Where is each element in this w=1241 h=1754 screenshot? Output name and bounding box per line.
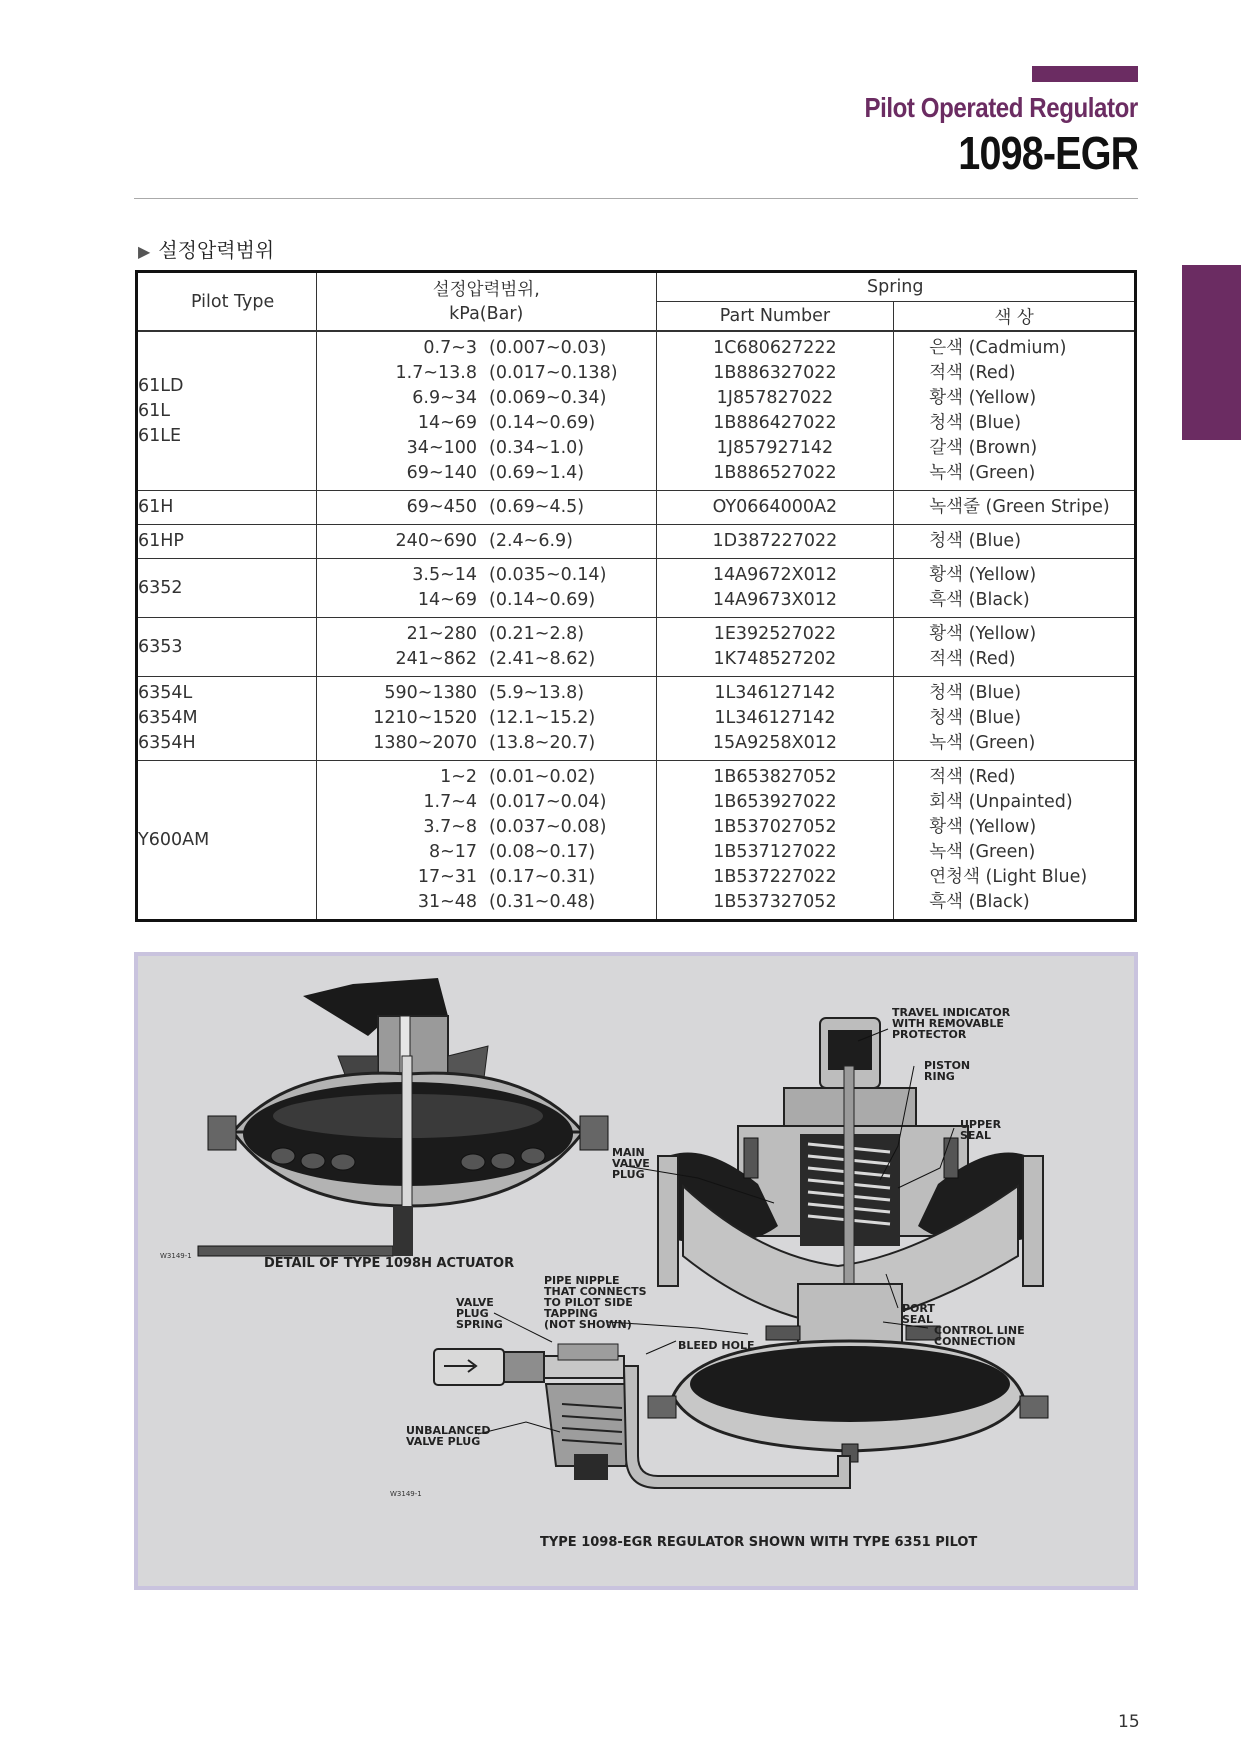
- range-kpa: 14~69: [417, 590, 478, 610]
- header-part-number: Part Number: [656, 302, 894, 332]
- part-number-value: 1J857827022: [716, 388, 834, 408]
- actuator-detail-drawing: [198, 978, 608, 1256]
- cell-pilot-type: [137, 677, 317, 761]
- cell-part-number: [656, 559, 894, 618]
- range-bar: (0.21~2.8): [489, 624, 585, 644]
- cell-pilot-type: [137, 618, 317, 677]
- color-value: 적색 (Red): [929, 363, 1016, 383]
- pilot-drawing-code: W3149-1: [390, 1490, 422, 1498]
- part-number-value: 14A9672X012: [712, 565, 837, 585]
- range-bar: (0.69~1.4): [489, 463, 585, 483]
- range-line: [317, 706, 656, 731]
- part-number-value: 14A9673X012: [712, 590, 837, 610]
- section-heading: [138, 234, 274, 263]
- color-value: 녹색 (Green): [929, 463, 1036, 483]
- header-range-line1: 설정압력범위,: [432, 279, 540, 300]
- range-bar: (5.9~13.8): [489, 683, 585, 703]
- color-value: 흑색 (Black): [929, 590, 1030, 610]
- header-range-line2: kPa(Bar): [449, 303, 524, 324]
- cell-pilot-type: [137, 331, 317, 491]
- range-line: [317, 563, 656, 588]
- header-accent-bar: [1032, 66, 1138, 82]
- range-kpa: 17~31: [417, 867, 478, 887]
- range-kpa: 6.9~34: [412, 388, 478, 408]
- triangle-bullet-icon: ▶: [138, 242, 151, 261]
- header-range: [317, 272, 657, 332]
- cell-color: [894, 559, 1136, 618]
- cell-pilot-type: [137, 491, 317, 525]
- color-value: 흑색 (Black): [929, 892, 1030, 912]
- label-valve-plug-spring: VALVE PLUG SPRING: [456, 1296, 503, 1331]
- label-pipe-nipple: PIPE NIPPLE THAT CONNECTS TO PILOT SIDE TAPPING (NOT SHOWN): [544, 1274, 647, 1331]
- header-pilot-type: Pilot Type: [137, 272, 317, 332]
- range-line: [317, 765, 656, 790]
- range-kpa: 31~48: [417, 892, 478, 912]
- part-number-value: 1B537327052: [713, 892, 837, 912]
- cell-pilot-type: [137, 559, 317, 618]
- regulator-drawing: [138, 956, 1134, 1586]
- part-number-value: 1B886527022: [713, 463, 837, 483]
- label-upper-seal: UPPER SEAL: [960, 1118, 1002, 1142]
- range-line: [317, 529, 656, 554]
- cell-color: [894, 761, 1136, 921]
- range-bar: (0.14~0.69): [489, 413, 596, 433]
- pilot-type-value: 61HP: [138, 531, 184, 551]
- cell-range: [317, 525, 657, 559]
- range-bar: (0.017~0.04): [489, 792, 607, 812]
- cell-range: [317, 559, 657, 618]
- actuator-caption: DETAIL OF TYPE 1098H ACTUATOR: [264, 1256, 515, 1271]
- range-kpa: 14~69: [417, 413, 478, 433]
- range-bar: (0.01~0.02): [489, 767, 596, 787]
- page-subtitle: Pilot Operated Regulator: [864, 92, 1138, 123]
- part-number-value: 1B537027052: [713, 817, 837, 837]
- pilot-type-value: 6354H: [138, 733, 196, 753]
- range-line: [317, 495, 656, 520]
- part-number-value: 1B537227022: [713, 867, 837, 887]
- color-value: 회색 (Unpainted): [929, 792, 1073, 812]
- color-value: 적색 (Red): [929, 767, 1016, 787]
- part-number-value: 1J857927142: [716, 438, 834, 458]
- range-line: [317, 436, 656, 461]
- range-kpa: 240~690: [395, 531, 478, 551]
- cell-part-number: [656, 761, 894, 921]
- header-divider: [134, 198, 1138, 199]
- page-number: 15: [1118, 1712, 1140, 1732]
- range-bar: (0.007~0.03): [489, 338, 607, 358]
- part-number-value: OY0664000A2: [712, 497, 838, 517]
- table-row: [137, 525, 1136, 559]
- pilot-type-value: 61LD: [138, 375, 184, 396]
- pilot-type-value: Y600AM: [138, 829, 210, 850]
- range-bar: (12.1~15.2): [489, 708, 596, 728]
- cell-color: [894, 618, 1136, 677]
- main-regulator-drawing: [648, 1018, 1048, 1462]
- part-number-value: 1E392527022: [713, 624, 837, 644]
- range-bar: (0.69~4.5): [489, 497, 585, 517]
- color-value: 녹색 (Green): [929, 842, 1036, 862]
- range-line: [317, 336, 656, 361]
- range-bar: (0.037~0.08): [489, 817, 607, 837]
- table-row: [137, 331, 1136, 491]
- table-row: [137, 677, 1136, 761]
- part-number-value: 1B537127022: [713, 842, 837, 862]
- range-line: [317, 790, 656, 815]
- part-number-value: 1L346127142: [714, 683, 836, 703]
- cell-range: [317, 677, 657, 761]
- range-kpa: 0.7~3: [423, 338, 478, 358]
- label-travel-indicator: TRAVEL INDICATOR WITH REMOVABLE PROTECTOR: [892, 1006, 1011, 1041]
- color-value: 황색 (Yellow): [929, 624, 1037, 644]
- range-line: [317, 386, 656, 411]
- range-line: [317, 411, 656, 436]
- range-line: [317, 647, 656, 672]
- part-number-value: 1B886327022: [713, 363, 837, 383]
- color-value: 청색 (Blue): [929, 683, 1022, 703]
- cell-part-number: [656, 491, 894, 525]
- range-bar: (0.035~0.14): [489, 565, 607, 585]
- part-number-value: 1B886427022: [713, 413, 837, 433]
- range-bar: (2.4~6.9): [489, 531, 573, 551]
- part-number-value: 1B653827052: [713, 767, 837, 787]
- pilot-type-value: 6352: [138, 577, 183, 598]
- color-value: 청색 (Blue): [929, 413, 1022, 433]
- table-row: [137, 559, 1136, 618]
- cell-pilot-type: [137, 761, 317, 921]
- range-kpa: 3.5~14: [412, 565, 478, 585]
- color-value: 황색 (Yellow): [929, 565, 1037, 585]
- color-value: 청색 (Blue): [929, 708, 1022, 728]
- range-line: [317, 461, 656, 486]
- range-bar: (0.17~0.31): [489, 867, 596, 887]
- label-unbalanced-plug: UNBALANCED VALVE PLUG: [406, 1424, 491, 1448]
- pilot-type-value: 61L: [138, 400, 171, 421]
- part-number-value: 1C680627222: [713, 338, 837, 358]
- side-section-tab: [1182, 265, 1241, 440]
- range-kpa: 241~862: [395, 649, 478, 669]
- range-bar: (2.41~8.62): [489, 649, 596, 669]
- main-caption: TYPE 1098-EGR REGULATOR SHOWN WITH TYPE 6351 PILOT: [540, 1535, 978, 1550]
- color-value: 청색 (Blue): [929, 531, 1022, 551]
- range-kpa: 69~450: [406, 497, 478, 517]
- part-number-value: 1D387227022: [712, 531, 838, 551]
- color-value: 은색 (Cadmium): [929, 338, 1067, 358]
- pilot-type-value: 6353: [138, 636, 183, 657]
- actuator-drawing-code: W3149-1: [160, 1252, 192, 1260]
- part-number-value: 1K748527202: [713, 649, 837, 669]
- label-main-valve-plug: MAIN VALVE PLUG: [612, 1146, 650, 1181]
- part-number-value: 1B653927022: [713, 792, 837, 812]
- range-bar: (0.34~1.0): [489, 438, 585, 458]
- color-value: 녹색줄 (Green Stripe): [929, 497, 1110, 517]
- range-kpa: 1~2: [440, 767, 478, 787]
- pilot-type-value: 6354M: [138, 708, 198, 728]
- range-bar: (0.069~0.34): [489, 388, 607, 408]
- cell-color: [894, 525, 1136, 559]
- cell-range: [317, 491, 657, 525]
- table-row: [137, 491, 1136, 525]
- range-bar: (0.08~0.17): [489, 842, 596, 862]
- color-value: 녹색 (Green): [929, 733, 1036, 753]
- header-spring: Spring: [656, 272, 1135, 302]
- range-kpa: 590~1380: [384, 683, 478, 703]
- range-bar: (13.8~20.7): [489, 733, 596, 753]
- range-bar: (0.31~0.48): [489, 892, 596, 912]
- header-color: 색 상: [894, 302, 1136, 332]
- range-kpa: 21~280: [406, 624, 478, 644]
- range-line: [317, 622, 656, 647]
- cell-range: [317, 618, 657, 677]
- range-kpa: 1210~1520: [373, 708, 478, 728]
- label-port-seal: PORT SEAL: [902, 1302, 935, 1326]
- color-value: 연청색 (Light Blue): [929, 867, 1088, 887]
- range-line: [317, 361, 656, 386]
- range-kpa: 3.7~8: [423, 817, 478, 837]
- color-value: 갈색 (Brown): [929, 438, 1038, 458]
- range-kpa: 69~140: [406, 463, 478, 483]
- cell-color: [894, 677, 1136, 761]
- range-line: [317, 865, 656, 890]
- cell-range: [317, 761, 657, 921]
- range-line: [317, 890, 656, 915]
- part-number-value: 1L346127142: [714, 708, 836, 728]
- cell-color: [894, 491, 1136, 525]
- range-line: [317, 815, 656, 840]
- range-kpa: 8~17: [428, 842, 478, 862]
- regulator-diagram: [134, 952, 1138, 1590]
- label-piston-ring: PISTON RING: [924, 1059, 971, 1083]
- spring-range-table: [135, 270, 1137, 922]
- range-bar: (0.14~0.69): [489, 590, 596, 610]
- table-row: [137, 761, 1136, 921]
- range-bar: (0.017~0.138): [489, 363, 618, 383]
- pilot-type-value: 61H: [138, 497, 174, 517]
- pilot-type-value: 6354L: [138, 683, 193, 703]
- range-line: [317, 840, 656, 865]
- range-kpa: 1380~2070: [373, 733, 478, 753]
- color-value: 황색 (Yellow): [929, 388, 1037, 408]
- part-number-value: 15A9258X012: [712, 733, 837, 753]
- label-bleed-hole: BLEED HOLE: [678, 1339, 755, 1352]
- cell-range: [317, 331, 657, 491]
- cell-part-number: [656, 331, 894, 491]
- table-body: [137, 331, 1136, 921]
- range-kpa: 1.7~4: [423, 792, 478, 812]
- range-kpa: 1.7~13.8: [395, 363, 478, 383]
- cell-part-number: [656, 525, 894, 559]
- section-title: 설정압력범위: [158, 238, 275, 262]
- pilot-type-value: 61LE: [138, 425, 182, 446]
- range-line: [317, 588, 656, 613]
- cell-part-number: [656, 618, 894, 677]
- color-value: 적색 (Red): [929, 649, 1016, 669]
- range-kpa: 34~100: [406, 438, 478, 458]
- cell-pilot-type: [137, 525, 317, 559]
- cell-part-number: [656, 677, 894, 761]
- label-control-line: CONTROL LINE CONNECTION: [934, 1324, 1025, 1348]
- page-title: 1098-EGR: [957, 127, 1138, 179]
- range-line: [317, 681, 656, 706]
- cell-color: [894, 331, 1136, 491]
- table-row: [137, 618, 1136, 677]
- range-line: [317, 731, 656, 756]
- color-value: 황색 (Yellow): [929, 817, 1037, 837]
